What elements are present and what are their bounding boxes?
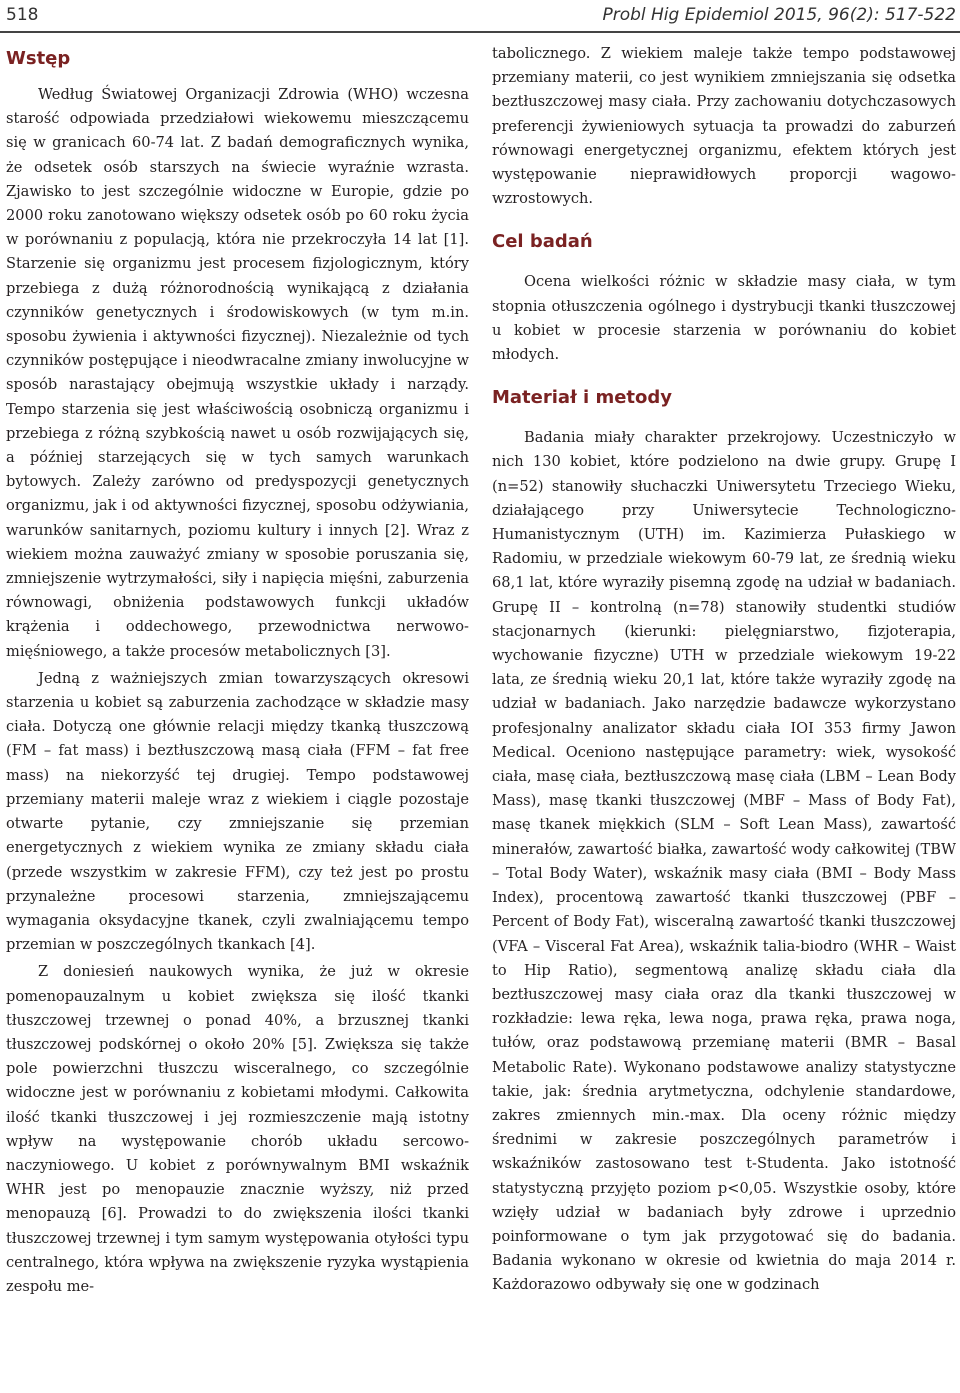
intro-paragraph-1: Według Światowej Organizacji Zdrowia (WHO) wczesna starość odpowiada przedziałowi wiekowemu mieszczącemu się w granicach 60-74 lat. Z badań demograficznych wynika, że odsetek osób starszych na świecie wyraźnie wzrasta. Zjawisko to jest szczególnie widoczne w Europie, gdzie po 2000 roku zanotowano większy odsetek osób po 60 roku życia w porównaniu z populacją, która nie przekroczyła 14 lat [1]. Starzenie się organizmu jest procesem fizjologicznym, który przebiega z dużą różnorodnością wynikającą z działania czynników genetycznych i środowiskowych (w tym m.in. sposobu żywienia i aktywności fizycznej). Niezależnie od tych czynników postępujące i nieodwracalne zmiany inwolucyjne w sposób narastający obejmują wszystkie układy i narządy. Tempo starzenia się jest właściwością osobniczą organizmu i przebiega z różną szybkością nawet u osób rozwijających się, a później starzejących się w tych samych warunkach bytowych. Zależy zarówno od predyspozycji genetycznych organizmu, jak i od aktywności fizycznej, sposobu odżywiania, warunków sanitarnych, poziomu kultury i innych [2]. Wraz z wiekiem można zauważyć zmiany w sposobie poruszania się, zmniejszenie wytrzymałości, siły i napięcia mięśni, zaburzenia równowagi, obniżenia podstawowych funkcji układów krążenia i oddechowego, przewodnictwa nerwowo-mięśniowego, a także procesów metabolicznych [3].	[6, 86, 469, 660]
journal-citation: Probl Hig Epidemiol 2015, 96(2): 517-522	[602, 5, 956, 25]
left-column	[6, 42, 469, 1392]
intro-paragraph-continuation: tabolicznego. Z wiekiem maleje także tempo podstawowej przemiany materii, co jest wynikiem zmniejszania się odsetka beztłuszczowej masy ciała. Przy zachowaniu dotychczasowych preferencji żywieniowych sytuacja ta prowadzi do zaburzeń równowagi energetycznej organizmu, efektem których jest występowanie nieprawidłowych proporcji wagowo-wzrostowych.	[492, 45, 956, 208]
aim-paragraph: Ocena wielkości różnic w składzie masy ciała, w tym stopnia otłuszczenia ogólnego i dystrybucji tkanki tłuszczowej u kobiet w procesie starzenia w porównaniu do kobiet młodych.	[492, 273, 956, 364]
page-header	[0, 0, 960, 30]
intro-paragraph-3: Z doniesień naukowych wynika, że już w okresie pomenopauzalnym u kobiet zwiększa się ilość tkanki tłuszczowej trzewnej o ponad 40%, a brzusznej tkanki tłuszczowej podskórnej o około 20% [5]. Zwiększa się także pole powierzchni tłuszczu wisceralnego, co szczególnie widoczne jest w porównaniu z kobietami młodymi. Całkowita ilość tkanki tłuszczowej i jej rozmieszczenie mają istotny wpływ na występowanie chorób układu sercowo-naczyniowego. U kobiet z porównywalnym BMI wskaźnik WHR jest po menopauzie znacznie wyższy, niż przed menopauzą [6]. Prowadzi to do zwiększenia ilości tkanki tłuszczowej trzewnej i tym samym występowania otyłości typu centralnego, która wpływa na zwiększenie ryzyka wystąpienia zespołu me-	[6, 963, 469, 1295]
header-rule	[0, 31, 960, 33]
section-heading-aim: Cel badań	[492, 231, 593, 253]
methods-paragraph: Badania miały charakter przekrojowy. Uczestniczyło w nich 130 kobiet, które podzielono na dwie grupy. Grupę I (n=52) stanowiły słuchaczki Uniwersytetu Trzeciego Wieku, działającego przy Uniwersytecie Technologiczno-Humanistycznym (UTH) im. Kazimierza Pułaskiego w Radomiu, w przedziale wiekowym 60-79 lat, ze średnią wieku 68,1 lat, które wyraziły pisemną zgodę na udział w badaniach. Grupę II – kontrolną (n=78) stanowiły studentki studiów stacjonarnych (kierunki: pielęgniarstwo, fizjoterapia, wychowanie fizyczne) UTH w przedziale wiekowym 19-22 lata, ze średnią wieku 20,1 lat, które także wyraziły zgodę na udział w badaniach. Jako narzędzie badawcze wykorzystano profesjonalny analizator składu ciała IOI 353 firmy Jawon Medical. Oceniono następujące parametry: wiek, wysokość ciała, masę ciała, beztłuszczową masę ciała (LBM – Lean Body Mass), masę tkanki tłuszczowej (MBF – Mass of Body Fat), masę tkanek miękkich (SLM – Soft Lean Mass), zawartość minerałów, zawartość białka, zawartość wody całkowitej (TBW – Total Body Water), wskaźnik masy ciała (BMI – Body Mass Index), procentową zawartość tkanki tłuszczowej (PBF – Percent of Body Fat), wisceralną zawartość tkanki tłuszczowej (VFA – Visceral Fat Area), wskaźnik talia-biodro (WHR – Waist to Hip Ratio), segmentową analizę składu ciała dla beztłuszczowej masy ciała oraz dla tkanki tłuszczowej w rozkładzie: lewa ręka, lewa noga, prawa ręka, prawa noga, tułów, oraz podstawową przemianę materii (BMR – Basal Metabolic Rate). Wykonano podstawowe analizy statystyczne takie, jak: średnia arytmetyczna, odchylenie standardowe, zakres zmiennych min.-max. Dla oceny różnic między średnimi w zakresie poszczególnych parametrów i wskaźników zastosowano test t-Studenta. Jako istotność statystyczną przyjęto poziom p<0,05. Wszystkie osoby, które wzięły udział w badaniach były zdrowe i uprzednio poinformowane o tym jak przygotować się do badania. Badania wykonano w okresie od kwietnia do maja 2014 r. Każdorazowo odbywały się one w godzinach	[492, 429, 956, 1294]
intro-paragraph-2: Jedną z ważniejszych zmian towarzyszących okresowi starzenia u kobiet są zaburzenia zachodzące w składzie masy ciała. Dotyczą one głównie relacji między tkanką tłuszczową (FM – fat mass) i beztłuszczową masą ciała (FFM – fat free mass) na niekorzyść tej drugiej. Tempo podstawowej przemiany materii maleje wraz z wiekiem i ciągle pozostaje otwarte pytanie, czy zmniejszanie się przemian energetycznych z wiekiem wynika ze zmiany składu ciała (przede wszystkim w zakresie FFM), czy też jest po prostu przynależne procesowi starzenia, zmniejszającemu wymagania oksydacyjne tkanek, czyli zwalniającemu tempo przemian w poszczególnych tkankach [4].	[6, 669, 469, 954]
section-heading-introduction: Wstęp	[6, 48, 71, 69]
section-heading-methods: Materiał i metody	[492, 387, 672, 409]
right-column	[492, 42, 956, 1392]
page-number: 518	[6, 5, 39, 25]
